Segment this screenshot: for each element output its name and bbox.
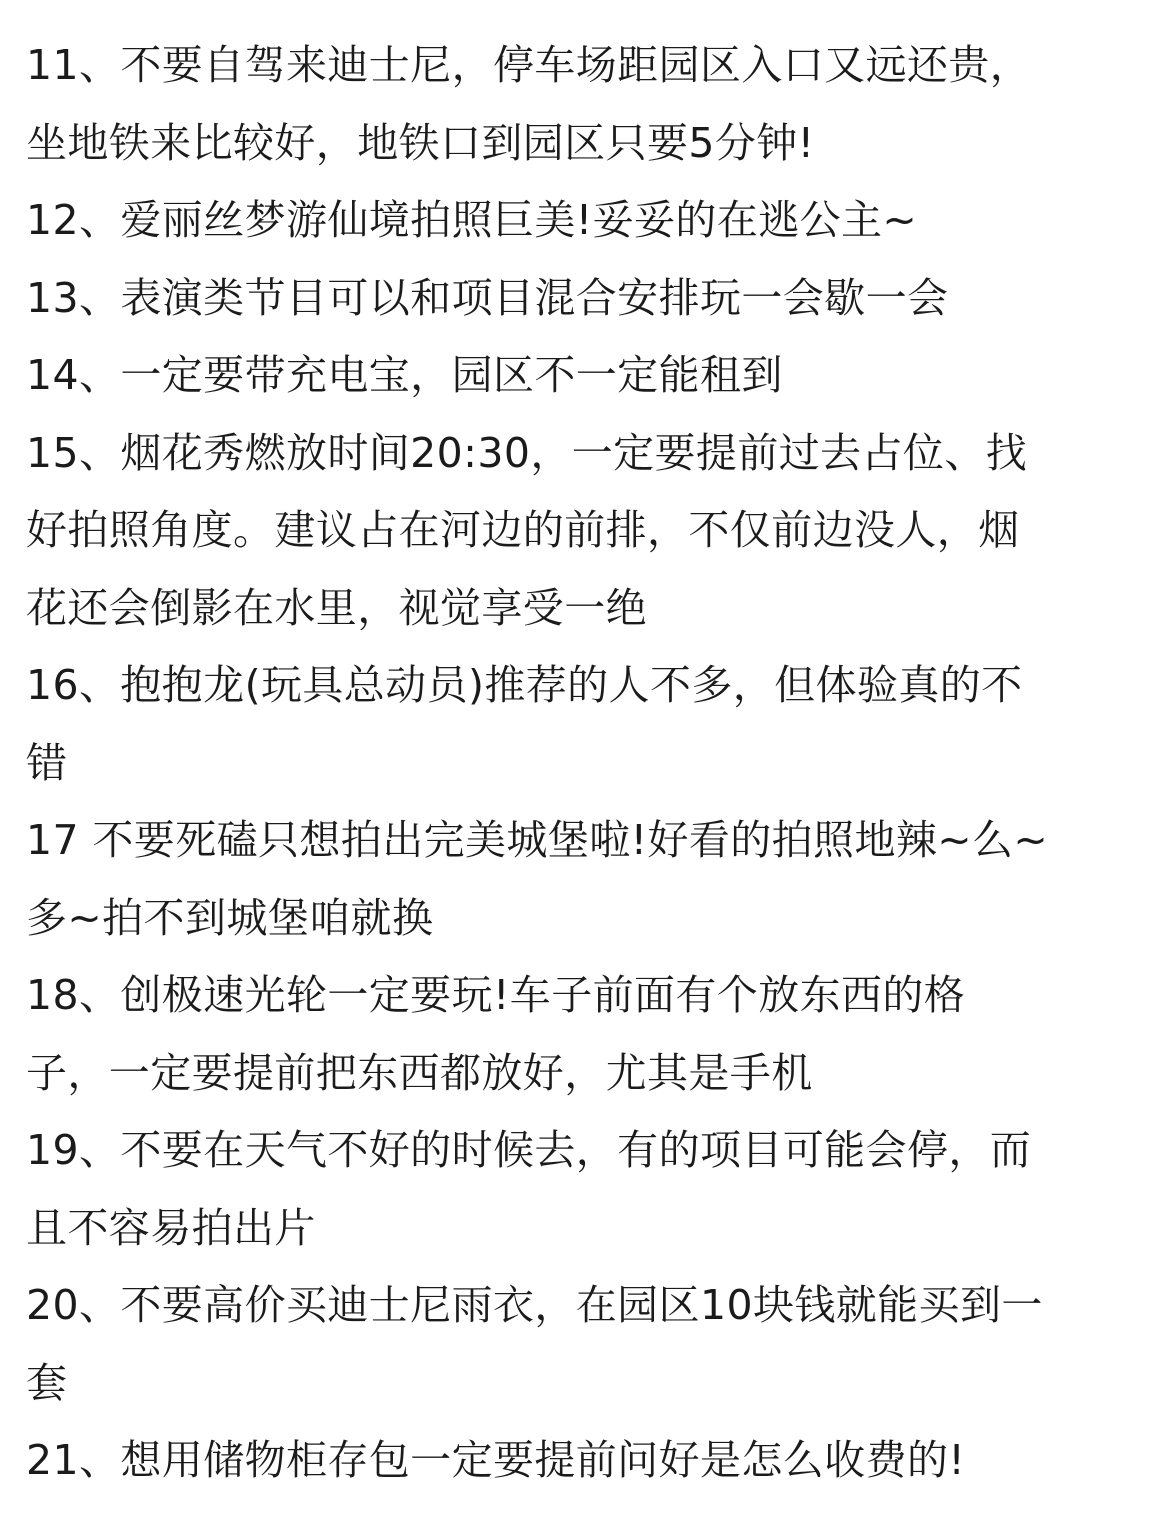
tips-document: [26, 27, 1136, 1500]
text-line: 21、想用储物柜存包一定要提前问好是怎么收费的!: [26, 1436, 966, 1484]
text-line: 13、表演类节目可以和项目混合安排玩一会歇一会: [26, 273, 949, 322]
text-line: 18、创极速光轮一定要玩!车子前面有个放东西的格: [26, 971, 966, 1019]
text-line: 14、一定要带充电宝，园区不一定能租到: [26, 351, 783, 399]
text-line: 11、不要自驾来迪士尼，停车场距园区入口又远还贵，: [26, 41, 1032, 89]
text-line: 20、不要高价买迪士尼雨衣，在园区10块钱就能买到一: [26, 1281, 1043, 1329]
text-line: 且不容易拍出片: [26, 1203, 316, 1252]
text-line: 坐地铁来比较好，地铁口到园区只要5分钟!: [26, 118, 815, 167]
text-line: 套: [26, 1358, 68, 1407]
text-line: 19、不要在天气不好的时候去，有的项目可能会停，而: [26, 1126, 1032, 1174]
text-line: 子，一定要提前把东西都放好，尤其是手机: [26, 1048, 813, 1097]
text-line: 多~拍不到城堡咱就换: [26, 893, 434, 942]
text-line: 错: [26, 738, 68, 787]
text-line: 12、爱丽丝梦游仙境拍照巨美!妥妥的在逃公主~: [26, 196, 918, 244]
text-line: 17 不要死磕只想拍出完美城堡啦!好看的拍照地辣~么~: [26, 816, 1049, 864]
text-line: 15、烟花秀燃放时间20:30，一定要提前过去占位、找: [26, 428, 1028, 477]
text-line: 花还会倒影在水里，视觉享受一绝: [26, 583, 647, 632]
text-line: 16、抱抱龙(玩具总动员)推荐的人不多，但体验真的不: [26, 661, 1023, 709]
text-line: 好拍照角度。建议占在河边的前排，不仅前边没人，烟: [26, 506, 1020, 554]
